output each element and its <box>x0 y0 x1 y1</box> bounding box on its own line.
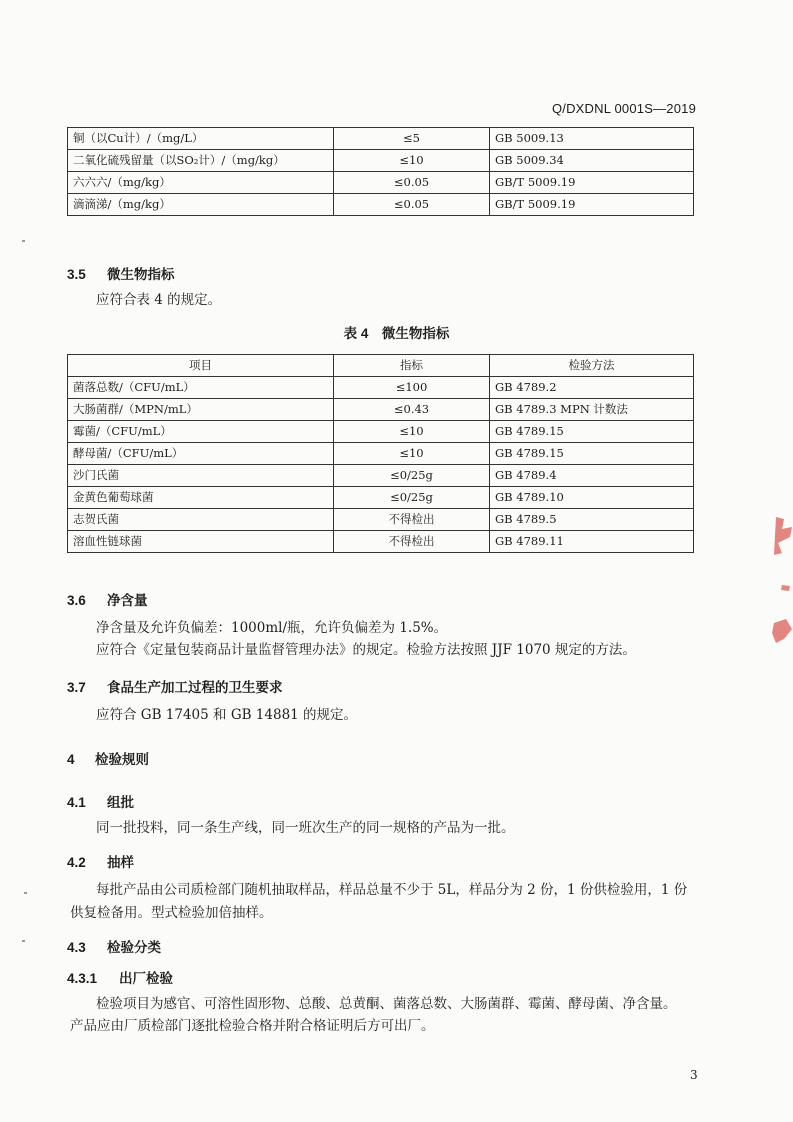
row-method: GB/T 5009.19 <box>490 194 694 216</box>
row-item: 志贺氏菌 <box>68 509 334 531</box>
row-method: GB 4789.3 MPN 计数法 <box>490 399 694 421</box>
microbial-table <box>67 354 694 553</box>
red-seal-stamp-fragment <box>762 515 793 645</box>
section-3-7-heading: 3.7 食品生产加工过程的卫生要求 <box>67 680 283 695</box>
row-item: 霉菌/（CFU/mL） <box>68 421 334 443</box>
row-method: GB 4789.4 <box>490 465 694 487</box>
table-row <box>68 128 694 150</box>
table-row <box>68 531 694 553</box>
row-index: ≤0.05 <box>334 194 490 216</box>
section-3-5-heading: 3.5 微生物指标 <box>67 267 175 282</box>
header-item: 项目 <box>68 355 334 377</box>
section-4-2-heading: 4.2 抽样 <box>67 855 134 870</box>
page-number: 3 <box>690 1068 698 1082</box>
row-index: ≤100 <box>334 377 490 399</box>
table-row <box>68 421 694 443</box>
section-3-7-text: 应符合 GB 17405 和 GB 14881 的规定。 <box>96 707 358 723</box>
document-code: Q/DXDNL 0001S—2019 <box>551 101 696 116</box>
row-method: GB 4789.10 <box>490 487 694 509</box>
row-method: GB 4789.2 <box>490 377 694 399</box>
scan-speck <box>24 892 27 894</box>
row-item: 六六六/（mg/kg） <box>68 172 334 194</box>
row-index: 不得检出 <box>334 531 490 553</box>
table-header-row <box>68 355 694 377</box>
row-item: 大肠菌群/（MPN/mL） <box>68 399 334 421</box>
section-3-5-text: 应符合表 4 的规定。 <box>96 292 222 308</box>
row-method: GB 4789.15 <box>490 443 694 465</box>
row-method: GB/T 5009.19 <box>490 172 694 194</box>
scan-speck <box>22 240 25 242</box>
table-row <box>68 194 694 216</box>
row-index: ≤10 <box>334 150 490 172</box>
row-index: ≤0.43 <box>334 399 490 421</box>
row-index: ≤0.05 <box>334 172 490 194</box>
scan-speck <box>22 940 25 942</box>
row-item: 酵母菌/（CFU/mL） <box>68 443 334 465</box>
section-4-2-line2: 供复检备用。型式检验加倍抽样。 <box>70 905 273 921</box>
section-4-1-heading: 4.1 组批 <box>67 795 134 810</box>
row-method: GB 5009.13 <box>490 128 694 150</box>
section-3-6-heading: 3.6 净含量 <box>67 593 148 608</box>
row-item: 菌落总数/（CFU/mL） <box>68 377 334 399</box>
table-row <box>68 172 694 194</box>
section-4-3-1-heading: 4.3.1 出厂检验 <box>67 971 173 986</box>
row-index: ≤0/25g <box>334 487 490 509</box>
section-3-6-line1: 净含量及允许负偏差：1000ml/瓶，允许负偏差为 1.5%。 <box>96 620 448 636</box>
row-method: GB 4789.15 <box>490 421 694 443</box>
row-item: 溶血性链球菌 <box>68 531 334 553</box>
row-method: GB 4789.5 <box>490 509 694 531</box>
table-row <box>68 399 694 421</box>
row-index: ≤10 <box>334 421 490 443</box>
table-row <box>68 487 694 509</box>
section-4-3-1-line2: 产品应由厂质检部门逐批检验合格并附合格证明后方可出厂。 <box>70 1018 435 1034</box>
section-4-3-heading: 4.3 检验分类 <box>67 940 161 955</box>
row-item: 二氧化硫残留量（以SO₂计）/（mg/kg） <box>68 150 334 172</box>
row-item: 金黄色葡萄球菌 <box>68 487 334 509</box>
section-4-1-text: 同一批投料，同一条生产线，同一班次生产的同一规格的产品为一批。 <box>96 820 515 836</box>
header-method: 检验方法 <box>490 355 694 377</box>
section-4-2-line1: 每批产品由公司质检部门随机抽取样品，样品总量不少于 5L，样品分为 2 份，1 份供检验用，1 份 <box>96 882 688 898</box>
section-3-6-line2: 应符合《定量包装商品计量监督管理办法》的规定。检验方法按照 JJF 1070 规定的方法。 <box>96 642 636 658</box>
section-4-3-1-line1: 检验项目为感官、可溶性固形物、总酸、总黄酮、菌落总数、大肠菌群、霉菌、酵母菌、净含量。 <box>96 996 677 1012</box>
row-item: 沙门氏菌 <box>68 465 334 487</box>
table-row <box>68 377 694 399</box>
heavy-metal-table <box>67 127 694 216</box>
row-index: ≤10 <box>334 443 490 465</box>
table-row <box>68 465 694 487</box>
table-row <box>68 150 694 172</box>
row-index: 不得检出 <box>334 509 490 531</box>
table-row <box>68 443 694 465</box>
table-4-caption: 表 4 微生物指标 <box>343 326 450 341</box>
table-row <box>68 509 694 531</box>
header-index: 指标 <box>334 355 490 377</box>
row-item: 滴滴涕/（mg/kg） <box>68 194 334 216</box>
row-method: GB 4789.11 <box>490 531 694 553</box>
row-item: 铜（以Cu计）/（mg/L） <box>68 128 334 150</box>
row-method: GB 5009.34 <box>490 150 694 172</box>
row-index: ≤0/25g <box>334 465 490 487</box>
row-index: ≤5 <box>334 128 490 150</box>
section-4-heading: 4 检验规则 <box>67 752 149 767</box>
